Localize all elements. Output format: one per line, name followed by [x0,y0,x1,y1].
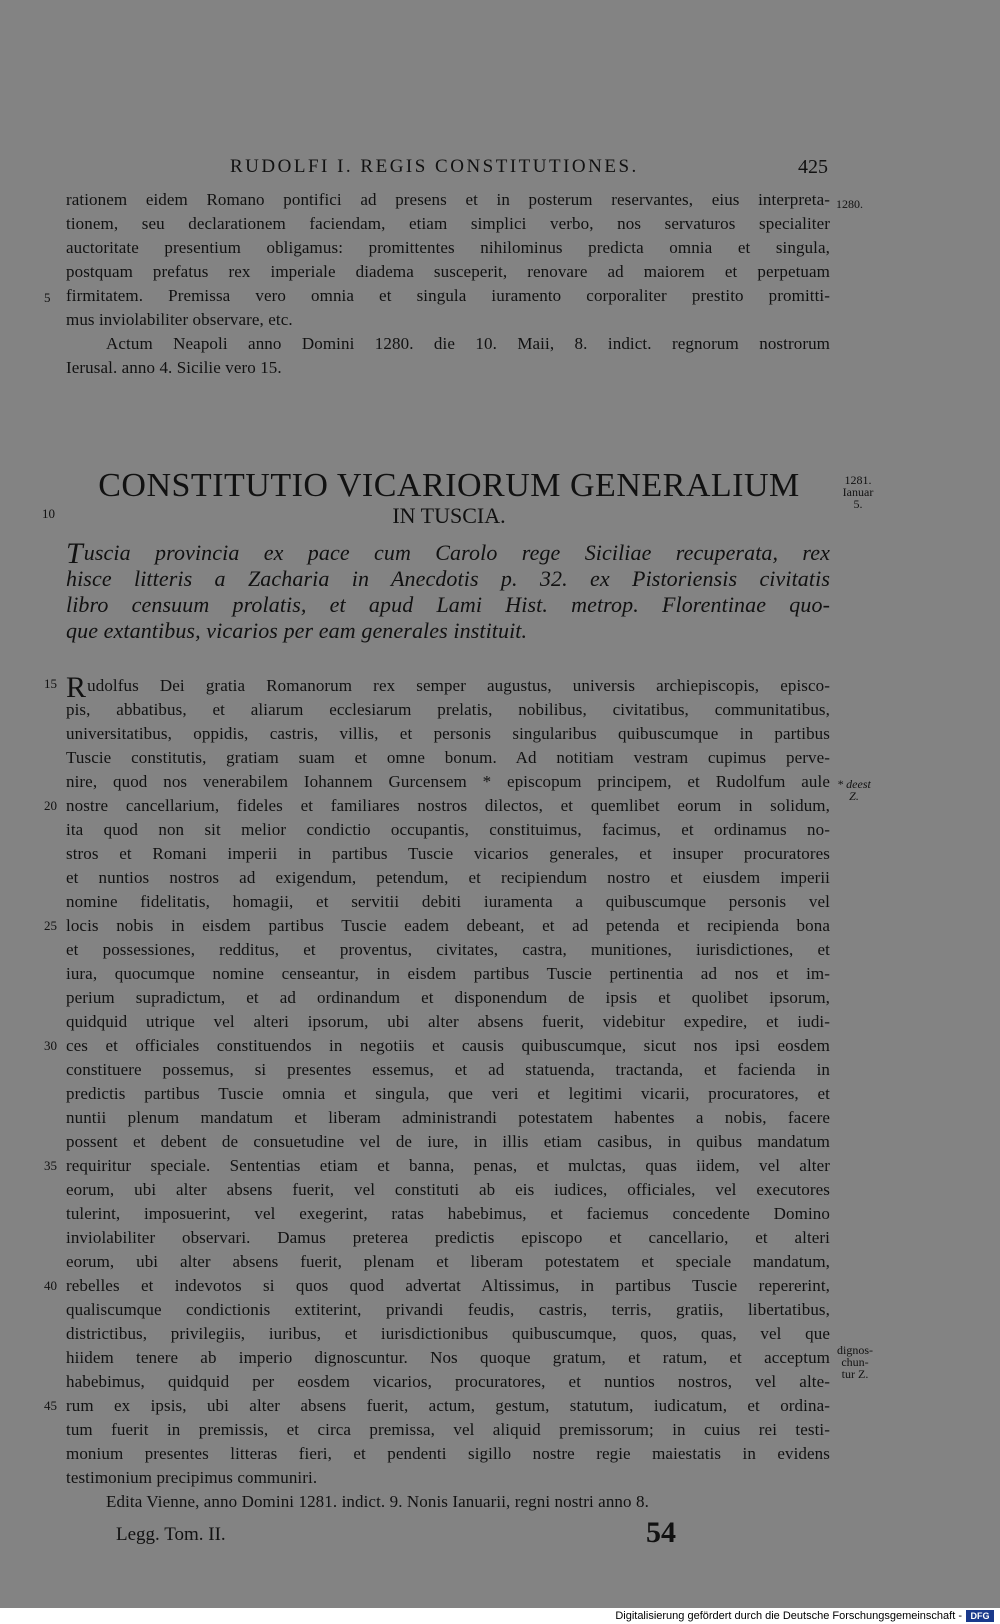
note-dignos [830,1344,880,1380]
line-text: testimonium precipimus communiri. [66,1468,318,1487]
line-number-20: 20 [44,798,57,813]
body-line [66,1178,830,1202]
body-line [66,722,830,746]
line-text: rationem eidem Romano pontifici ad presens et in posterum reservantes, eius interpreta- [66,190,830,209]
line-number-10: 10 [42,506,55,521]
line-text: habebimus, quidquid per eosdem vicarios, procuratores, et nuntios nostros, vel alte- [66,1372,830,1391]
line-text: inviolabiliter observari. Damus preterea predictis episcopo et cancellario, et alteri [66,1228,830,1247]
line-text: perium supradictum, et ad ordinandum et disponendum de ipsis et quolibet ipsorum, [66,988,830,1007]
line-number-5: 5 [44,290,51,305]
signature-mark: 54 [646,1516,676,1549]
intro-line [66,540,830,566]
note-deest [832,778,876,802]
line-text: constituere possemus, si presentes essemus, et ad statuenda, tractanda, et facienda in [66,1060,830,1079]
line-number-45: 45 [44,1398,57,1413]
line-text: Ierusal. anno 4. Sicilie vero 15. [66,358,282,377]
line-text: quidquid utrique vel alteri ipsorum, ubi alter absens fuerit, videbitur expedire, et iudi- [66,1012,830,1031]
body-line [66,1370,830,1394]
line-text: stros et Romani imperii in partibus Tuscie vicarios generales, et insuper procuratores [66,844,830,863]
body-line [66,1346,830,1370]
intro-paragraph [66,540,830,644]
prev-document-text [66,188,830,380]
body-line [66,698,830,722]
line-number-35: 35 [44,1158,57,1173]
body-line [66,818,830,842]
prev-text-line [66,332,830,356]
dfg-logo-icon: DFG [966,1610,994,1622]
body-line [66,1058,830,1082]
body-line [66,1106,830,1130]
prev-text-line [66,236,830,260]
line-text: possent et debent de consuetudine vel de iure, in illis etiam casibus, in quibus mandatum [66,1132,830,1151]
note-dignos-line1: dignos- [837,1343,873,1357]
date-note-day: 5. [853,497,863,511]
dfg-credit: Digitalisierung gefördert durch die Deutsche Forschungsgemeinschaft - [615,1610,962,1622]
line-text: firmitatem. Premissa vero omnia et singula iuramento corporaliter prestito promitti- [66,286,830,305]
body-line [66,794,830,818]
line-text: uscia provincia ex pace cum Carolo rege Siciliae recuperata, rex [83,540,830,565]
intro-line [66,566,830,592]
line-text: eorum, ubi alter absens fuerit, plenam et liberam potestatem et speciale mandatum, [66,1252,830,1271]
body-line [66,938,830,962]
date-note [836,474,880,510]
section-title: CONSTITUTIO VICARIORUM GENERALIUM [98,467,800,504]
line-text: ces et officiales constituendos in negotiis et causis quibuscumque, sicut nos ipsi eosdem [66,1036,830,1055]
line-text: hisce litteris a Zacharia in Anecdotis p. 32. ex Pistoriensis civitatis [66,566,830,591]
body-line [66,1130,830,1154]
line-number-25: 25 [44,918,57,933]
body-line [66,674,830,698]
line-text: udolfus Dei gratia Romanorum rex semper augustus, universis archiepiscopis, episco- [87,676,830,695]
body-line [66,1298,830,1322]
body-line [66,1250,830,1274]
section-subtitle: IN TUSCIA. [392,503,506,528]
body-line [66,1082,830,1106]
prev-text-line [66,308,830,332]
line-text: Tuscie constitutis, gratiam suam et omne bonum. Ad notitiam vestram cupimus perve- [66,748,830,767]
charter-body [66,674,830,1514]
running-head: RUDOLFI I. REGIS CONSTITUTIONES. [230,156,639,177]
line-text: universitatibus, oppidis, castris, villis, et personis singularibus quibuscumque in partibus [66,724,830,743]
note-deest-text: * deest [837,777,871,791]
line-text: predictis partibus Tuscie omnia et singula, que veri et legitimi vicarii, procuratores, et [66,1084,830,1103]
body-line [66,1442,830,1466]
line-text: nuntii plenum mandatum et liberam administrandi potestatem habentes a nobis, facere [66,1108,830,1127]
line-text: eorum, ubi alter absens fuerit, vel constituti ab eis iudices, officiales, vel executores [66,1180,830,1199]
body-line [66,890,830,914]
line-text: nire, quod nos venerabilem Iohannem Gurcensem * episcopum principem, et Rudolfum aule [66,772,830,791]
body-line [66,1490,830,1514]
date-note-month: Ianuar [842,485,874,499]
prev-text-line [66,356,830,380]
line-text: tulerint, imposuerint, vel exegerint, ratas habebimus, et faciemus concedente Domino [66,1204,830,1223]
body-line [66,914,830,938]
note-dignos-line2: chun- [841,1355,869,1369]
body-line [66,1418,830,1442]
line-number-30: 30 [44,1038,57,1053]
body-line [66,770,830,794]
line-text: et nuntios nostros ad exigendum, petendum, et recipiendum nostro et eiusdem imperii [66,868,830,887]
body-line [66,962,830,986]
line-text: districtibus, privilegiis, iuribus, et iurisdictionibus quibuscumque, quos, quas, vel que [66,1324,830,1343]
line-text: nomine fidelitatis, homagii, et servitii debiti iuramenta a quibuscumque personis vel [66,892,830,911]
body-line [66,1394,830,1418]
line-text: auctoritate presentium obligamus: promittentes nihilominus predicta omnia et singula, [66,238,830,257]
drop-cap: T [66,540,83,566]
intro-line [66,618,830,644]
prev-text-line [66,188,830,212]
prev-text-line [66,260,830,284]
body-line [66,1274,830,1298]
body-line [66,866,830,890]
line-text: hiidem tenere ab imperio dignoscuntur. Nos quoque gratum, et ratum, et acceptum [66,1348,830,1367]
line-text: nostre cancellarium, fideles et familiares nostros dilectos, et quemlibet eorum in solidum, [66,796,830,815]
footer-volume: Legg. Tom. II. [116,1524,226,1545]
line-text: requiritur speciale. Sententias etiam et banna, penas, et mulctas, quas iidem, vel alter [66,1156,830,1175]
prev-text-line [66,284,830,308]
intro-line [66,592,830,618]
line-text: monium presentes litteras fieri, et pendenti sigillo nostre regie maiestatis in evidens [66,1444,830,1463]
line-number-15: 15 [44,676,57,691]
body-line [66,1202,830,1226]
body-line [66,986,830,1010]
line-text: rebelles et indevotos si quos quod advertat Altissimus, in partibus Tuscie repererint, [66,1276,830,1295]
body-line [66,746,830,770]
line-text: locis nobis in eisdem partibus Tuscie eadem debeant, et ad petenda et recipienda bona [66,916,830,935]
line-text: rum ex ipsis, ubi alter absens fuerit, actum, gestum, statutum, iudicatum, et ordina- [66,1396,830,1415]
line-text: iura, quocumque nomine censeantur, in eisdem partibus Tuscie pertinentia ad nos et im- [66,964,830,983]
line-text: pis, abbatibus, et aliarum ecclesiarum prelatis, nobilibus, civitatibus, communitatibus, [66,700,830,719]
body-line [66,1034,830,1058]
line-text: mus inviolabiliter observare, etc. [66,310,293,329]
body-line [66,1010,830,1034]
note-deest-source: Z. [849,789,859,803]
note-dignos-line3: tur Z. [841,1367,869,1381]
margin-year-1280: 1280. [836,197,863,211]
prev-text-line [66,212,830,236]
page-number: 425 [798,156,828,178]
drop-cap: R [66,674,87,698]
body-line [66,1322,830,1346]
line-text: Actum Neapoli anno Domini 1280. die 10. Maii, 8. indict. regnorum nostrorum [106,334,830,353]
body-line [66,842,830,866]
line-text: ita quod non sit melior condictio occupantis, constituimus, facimus, et ordinamus no- [66,820,830,839]
line-text: postquam prefatus rex imperiale diadema susceperit, renovare ad maiorem et perpetuam [66,262,830,281]
body-line [66,1466,830,1490]
body-line [66,1154,830,1178]
line-text: Edita Vienne, anno Domini 1281. indict. 9. Nonis Ianuarii, regni nostri anno 8. [106,1492,649,1511]
date-note-year: 1281. [844,473,872,487]
line-text: libro censuum prolatis, et apud Lami Hist. metrop. Florentinae quo- [66,592,830,617]
body-line [66,1226,830,1250]
line-text: qualiscumque condictionis extiterint, privandi feudis, castris, terris, gratiis, libertatibus, [66,1300,830,1319]
line-text: et possessiones, redditus, et proventus, civitates, castra, munitiones, iurisdictiones, et [66,940,830,959]
line-text: tum fuerit in premissis, et circa premissa, vel aliquid premissorum; in cuius rei testi- [66,1420,830,1439]
line-text: tionem, seu declarationem faciendam, etiam simplici verbo, nos servaturos specialiter [66,214,830,233]
line-number-40: 40 [44,1278,57,1293]
line-text: que extantibus, vicarios per eam generales instituit. [66,618,528,643]
